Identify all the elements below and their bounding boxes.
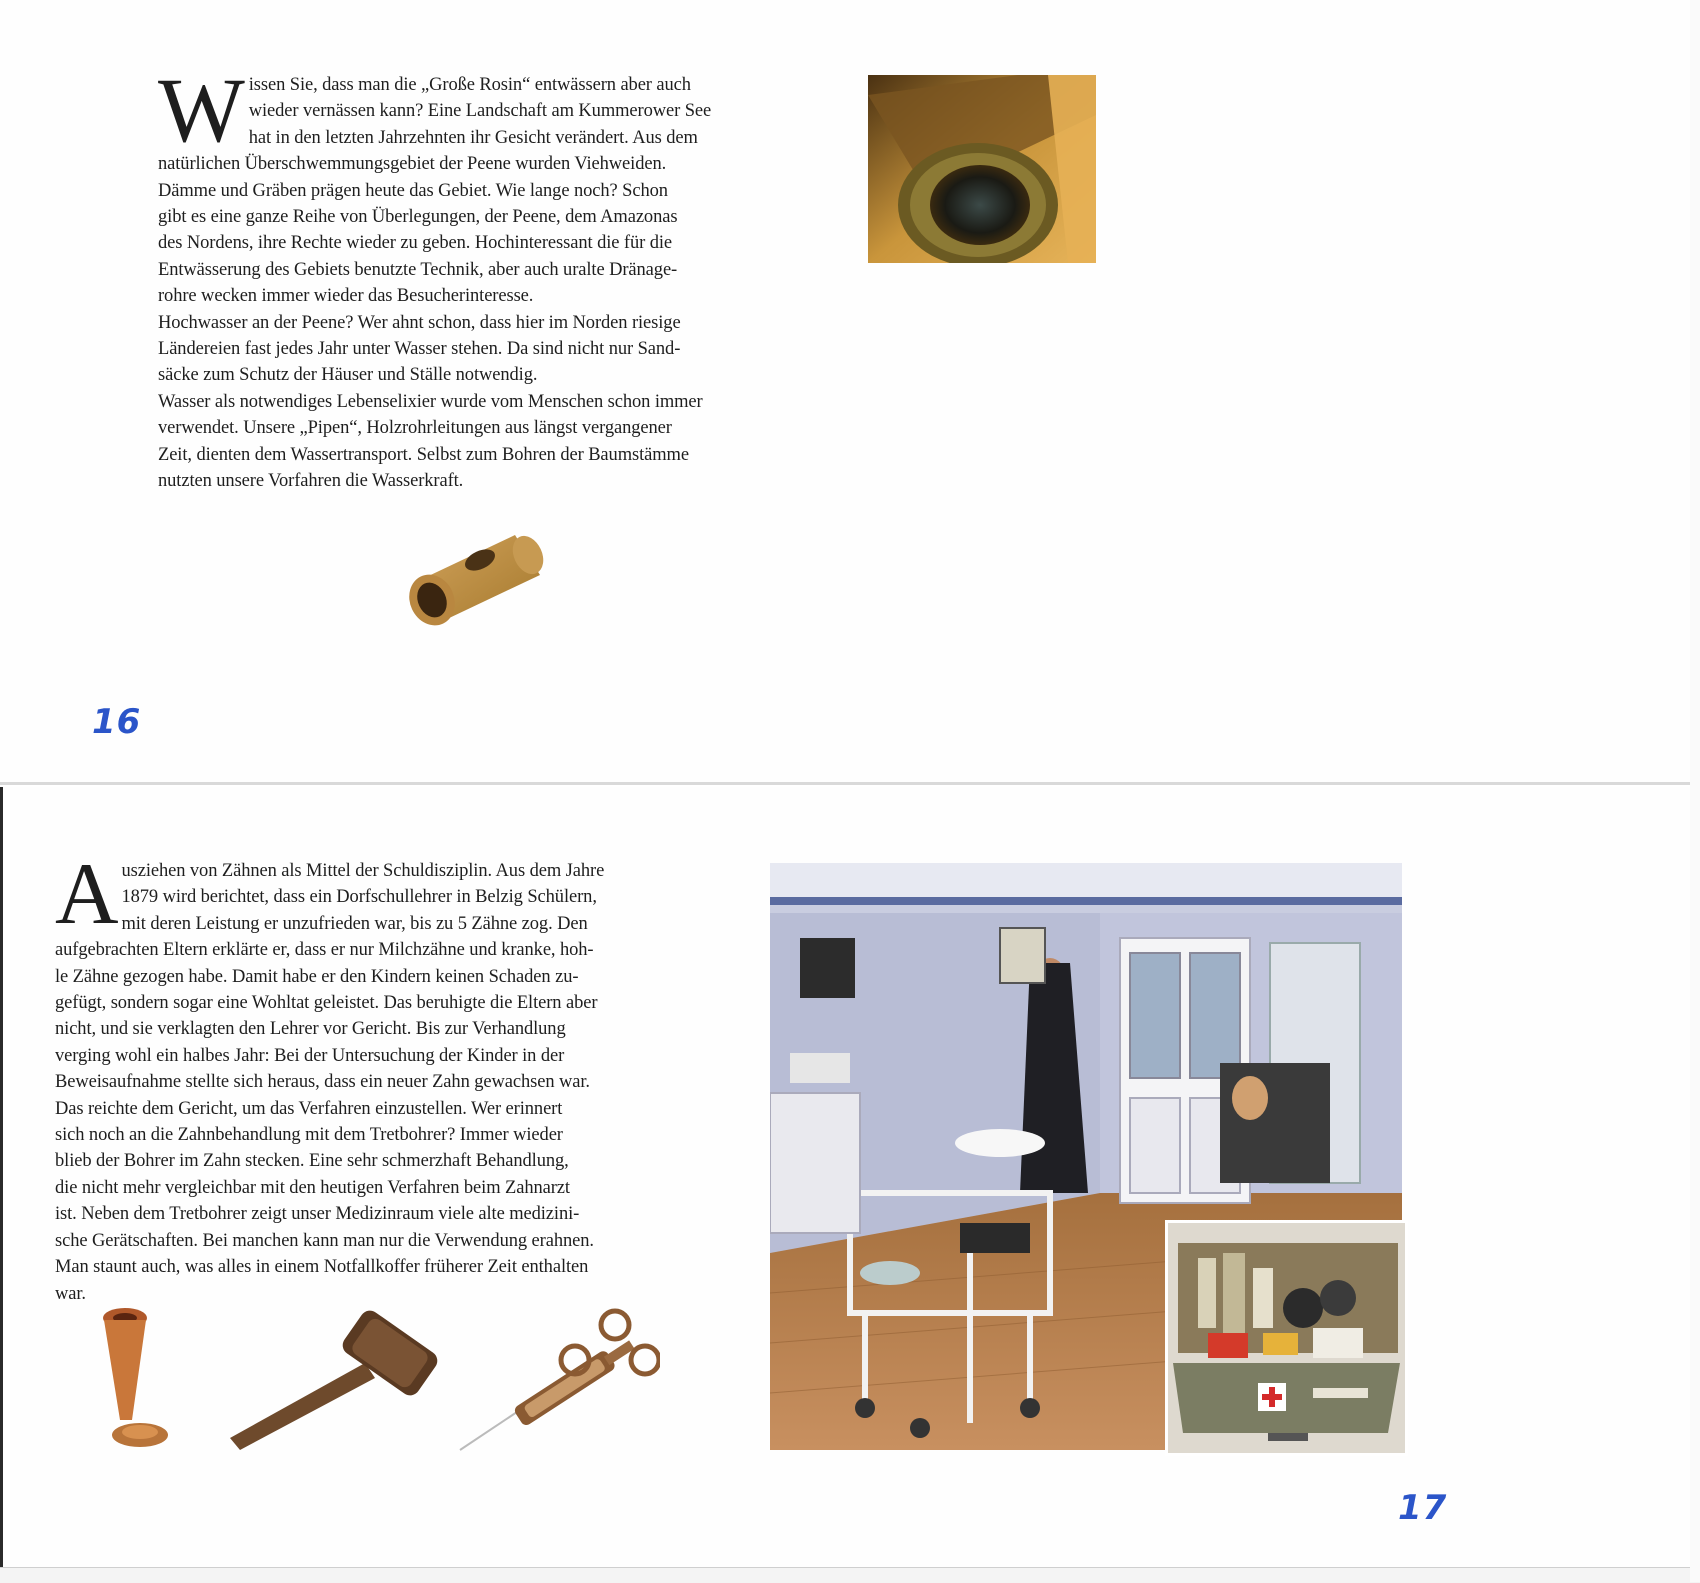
text-line: die nicht mehr vergleichbar mit den heutigen Verfahren beim Zahnarzt [55,1177,570,1198]
text-line: Wasser als notwendiges Lebenselixier wurde vom Menschen schon immer [158,391,703,412]
text-line: nicht, und sie verklagten den Lehrer vor Gericht. Bis zur Verhandlung [55,1019,566,1040]
handwritten-page-number: 16 [92,702,142,742]
text-line: des Nordens, ihre Rechte wieder zu geben. Hochinteressant die für die [158,233,672,254]
text-line: le Zähne gezogen habe. Damit habe er den Kindern keinen Schaden zu- [55,966,579,987]
text-line: wieder vernässen kann? Eine Landschaft am Kummerower See [248,101,712,122]
text-line: blieb der Bohrer im Zahn stecken. Eine sehr schmerzhaft Behandlung, [55,1151,569,1172]
text-line: sche Gerätschaften. Bei manchen kann man nur die Verwendung erahnen. [55,1230,594,1251]
text-line: Das reichte dem Gericht, um das Verfahren einzustellen. Wer erinnert [55,1098,563,1119]
text-line: gefügt, sondern sogar eine Wohltat geleistet. Das beruhigte die Eltern aber [55,993,598,1014]
photo-syringe [450,1300,660,1460]
text-line: war. [55,1283,86,1304]
text-line: sich noch an die Zahnbehandlung mit dem Tretbohrer? Immer wieder [55,1125,563,1146]
photo-ear-trumpet [90,1300,190,1460]
text-line: mit deren Leistung er unzufrieden war, bis zu 5 Zähne zog. Den [121,913,588,934]
text-line: usziehen von Zähnen als Mittel der Schuldisziplin. Aus dem Jahre [121,861,605,881]
text-line: aufgebrachten Eltern erklärte er, dass er nur Milchzähne und kranke, hoh- [55,940,594,961]
page-divider [0,782,1700,785]
photo-wooden-mallet [215,1308,440,1458]
text-line: Hochwasser an der Peene? Wer ahnt schon, dass hier im Norden riesige [158,312,681,333]
photo-first-aid-kit [1165,1220,1408,1456]
photo-wooden-pipe-closeup [868,75,1096,263]
page-17-text [55,846,695,1307]
text-line: issen Sie, dass man die „Große Rosin“ entwässern aber auch [248,75,691,95]
drop-cap-w: W [158,59,245,161]
text-line: nutzten unsere Vorfahren die Wasserkraft. [158,471,464,492]
page-16-text [158,59,794,495]
scan-edge-bottom [0,1567,1700,1583]
text-line: rohre wecken immer wieder das Besucherinteresse. [158,286,534,307]
text-line: säcke zum Schutz der Häuser und Ställe notwendig. [158,365,538,386]
text-line: verging wohl ein halbes Jahr: Bei der Untersuchung der Kinder in der [55,1045,565,1066]
text-line: verwendet. Unsere „Pipen“, Holzrohrleitungen aus längst vergangener [158,418,672,439]
handwritten-page-number: 17 [1398,1488,1448,1528]
scan-edge-right [1690,0,1700,1582]
scan-edge-left [0,787,3,1567]
text-line: Entwässerung des Gebiets benutzte Technik, aber auch uralte Dränage- [158,259,678,280]
drop-cap-a: A [55,846,119,943]
text-line: Ländereien fast jedes Jahr unter Wasser stehen. Da sind nicht nur Sand- [158,339,681,360]
text-line: gibt es eine ganze Reihe von Überlegungen, der Peene, dem Amazonas [158,207,678,228]
text-line: hat in den letzten Jahrzehnten ihr Gesicht verändert. Aus dem [248,127,698,148]
text-line: 1879 wird berichtet, dass ein Dorfschullehrer in Belzig Schülern, [121,887,597,908]
text-line: Zeit, dienten dem Wassertransport. Selbst zum Bohren der Baumstämme [158,444,689,465]
text-line: natürlichen Überschwemmungsgebiet der Peene wurden Viehweiden. [158,154,667,175]
text-line: Man staunt auch, was alles in einem Notfallkoffer früherer Zeit enthalten [55,1257,589,1278]
photo-wooden-t-pipe [400,520,550,630]
text-line: Dämme und Gräben prägen heute das Gebiet. Wie lange noch? Schon [158,180,668,201]
text-line: Beweisaufnahme stellte sich heraus, dass ein neuer Zahn gewachsen war. [55,1072,590,1093]
text-line: ist. Neben dem Tretbohrer zeigt unser Medizinraum viele alte medizini- [55,1204,580,1225]
